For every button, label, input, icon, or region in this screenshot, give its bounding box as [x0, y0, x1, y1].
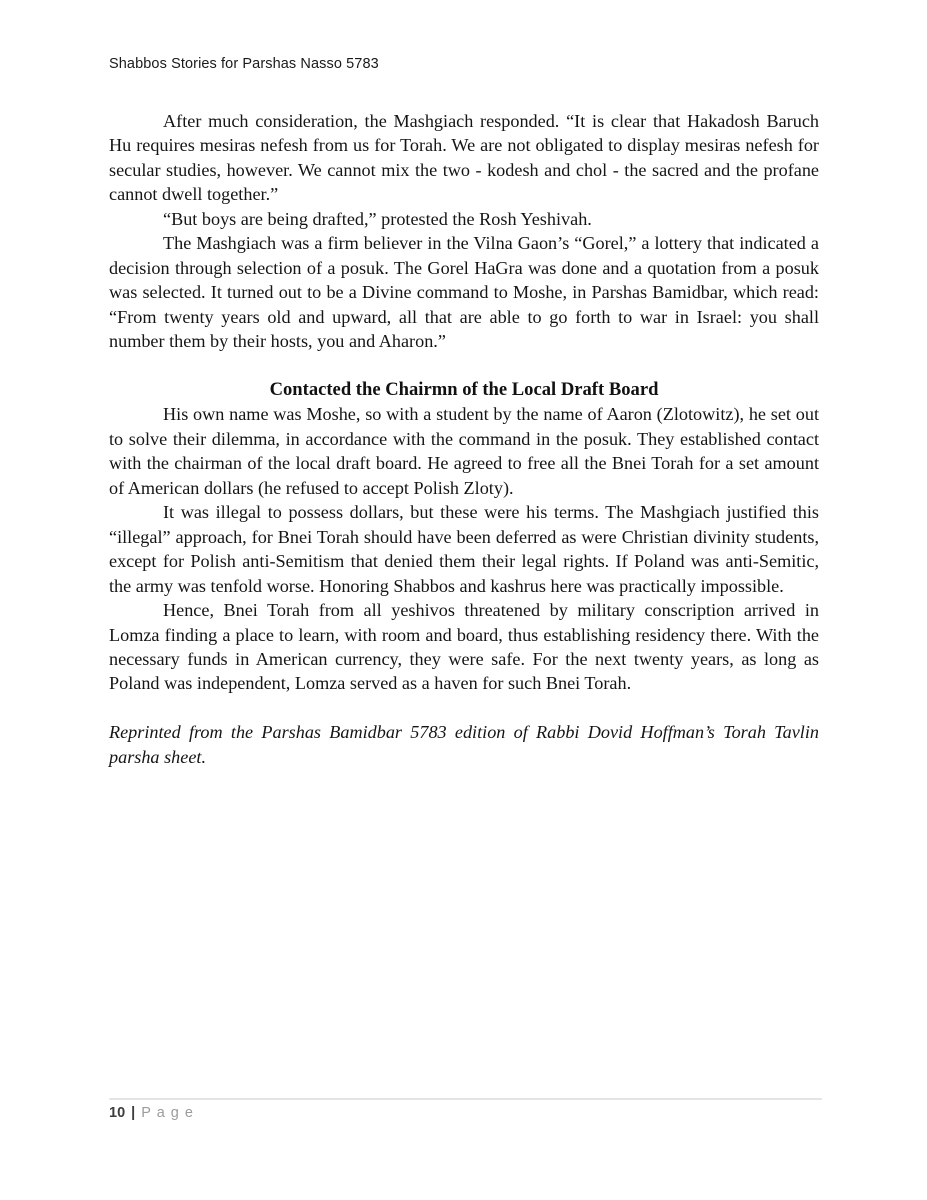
paragraph: His own name was Moshe, so with a student by the name of Aaron (Zlotowitz), he set out to solve their dilemma, in accordance with the command in the posuk. They established contact with the chairman of the local draft board. He agreed to free all the Bnei Torah for a set amount of American dollars (he refused to accept Polish Zloty).: [109, 404, 819, 498]
footer-page-label: P a g e: [141, 1105, 194, 1121]
paragraph: Hence, Bnei Torah from all yeshivos threatened by military conscription arrived in Lomza finding a place to learn, with room and board, thus establishing residency there. With the necessary funds in American currency, they were safe. For the next twenty years, as long as Poland was independent, Lomza served as a haven for such Bnei Torah.: [109, 600, 819, 694]
paragraph: It was illegal to possess dollars, but these were his terms. The Mashgiach justified this “illegal” approach, for Bnei Torah should have been deferred as were Christian divinity students, except for Polish anti-Semitism that denied them their legal rights. If Poland was anti-Semitic, the army was tenfold worse. Honoring Shabbos and kashrus here was practically impossible.: [109, 502, 819, 596]
reprint-attribution: Reprinted from the Parshas Bamidbar 5783 edition of Rabbi Dovid Hoffman’s Torah Tavlin parsha sheet.: [109, 722, 819, 767]
paragraph: The Mashgiach was a firm believer in the Vilna Gaon’s “Gorel,” a lottery that indicated a decision through selection of a posuk. The Gorel HaGra was done and a quotation from a posuk was selected. It turned out to be a Divine command to Moshe, in Parshas Bamidbar, which read: “From twenty years old and upward, all that are able to go forth to war in Israel: you shall number them by their hosts, you and Aharon.”: [109, 233, 819, 352]
document-body: [109, 109, 819, 769]
page-header: [109, 56, 819, 72]
page-footer: [109, 1098, 822, 1121]
paragraph: “But boys are being drafted,” protested the Rosh Yeshivah.: [163, 208, 592, 229]
header-title: Shabbos Stories for Parshas Nasso 5783: [109, 56, 379, 72]
section-heading: Contacted the Chairmn of the Local Draft Board: [269, 378, 659, 400]
footer-divider: [109, 1098, 822, 1100]
page-number: 10: [109, 1105, 126, 1121]
footer-separator: |: [131, 1105, 136, 1121]
paragraph: After much consideration, the Mashgiach responded. “It is clear that Hakadosh Baruch Hu requires mesiras nefesh from us for Torah. We are not obligated to display mesiras nefesh for secular studies, however. We cannot mix the two - kodesh and chol - the sacred and the profane cannot dwell together.”: [109, 111, 819, 205]
footer-text: [109, 1105, 822, 1121]
